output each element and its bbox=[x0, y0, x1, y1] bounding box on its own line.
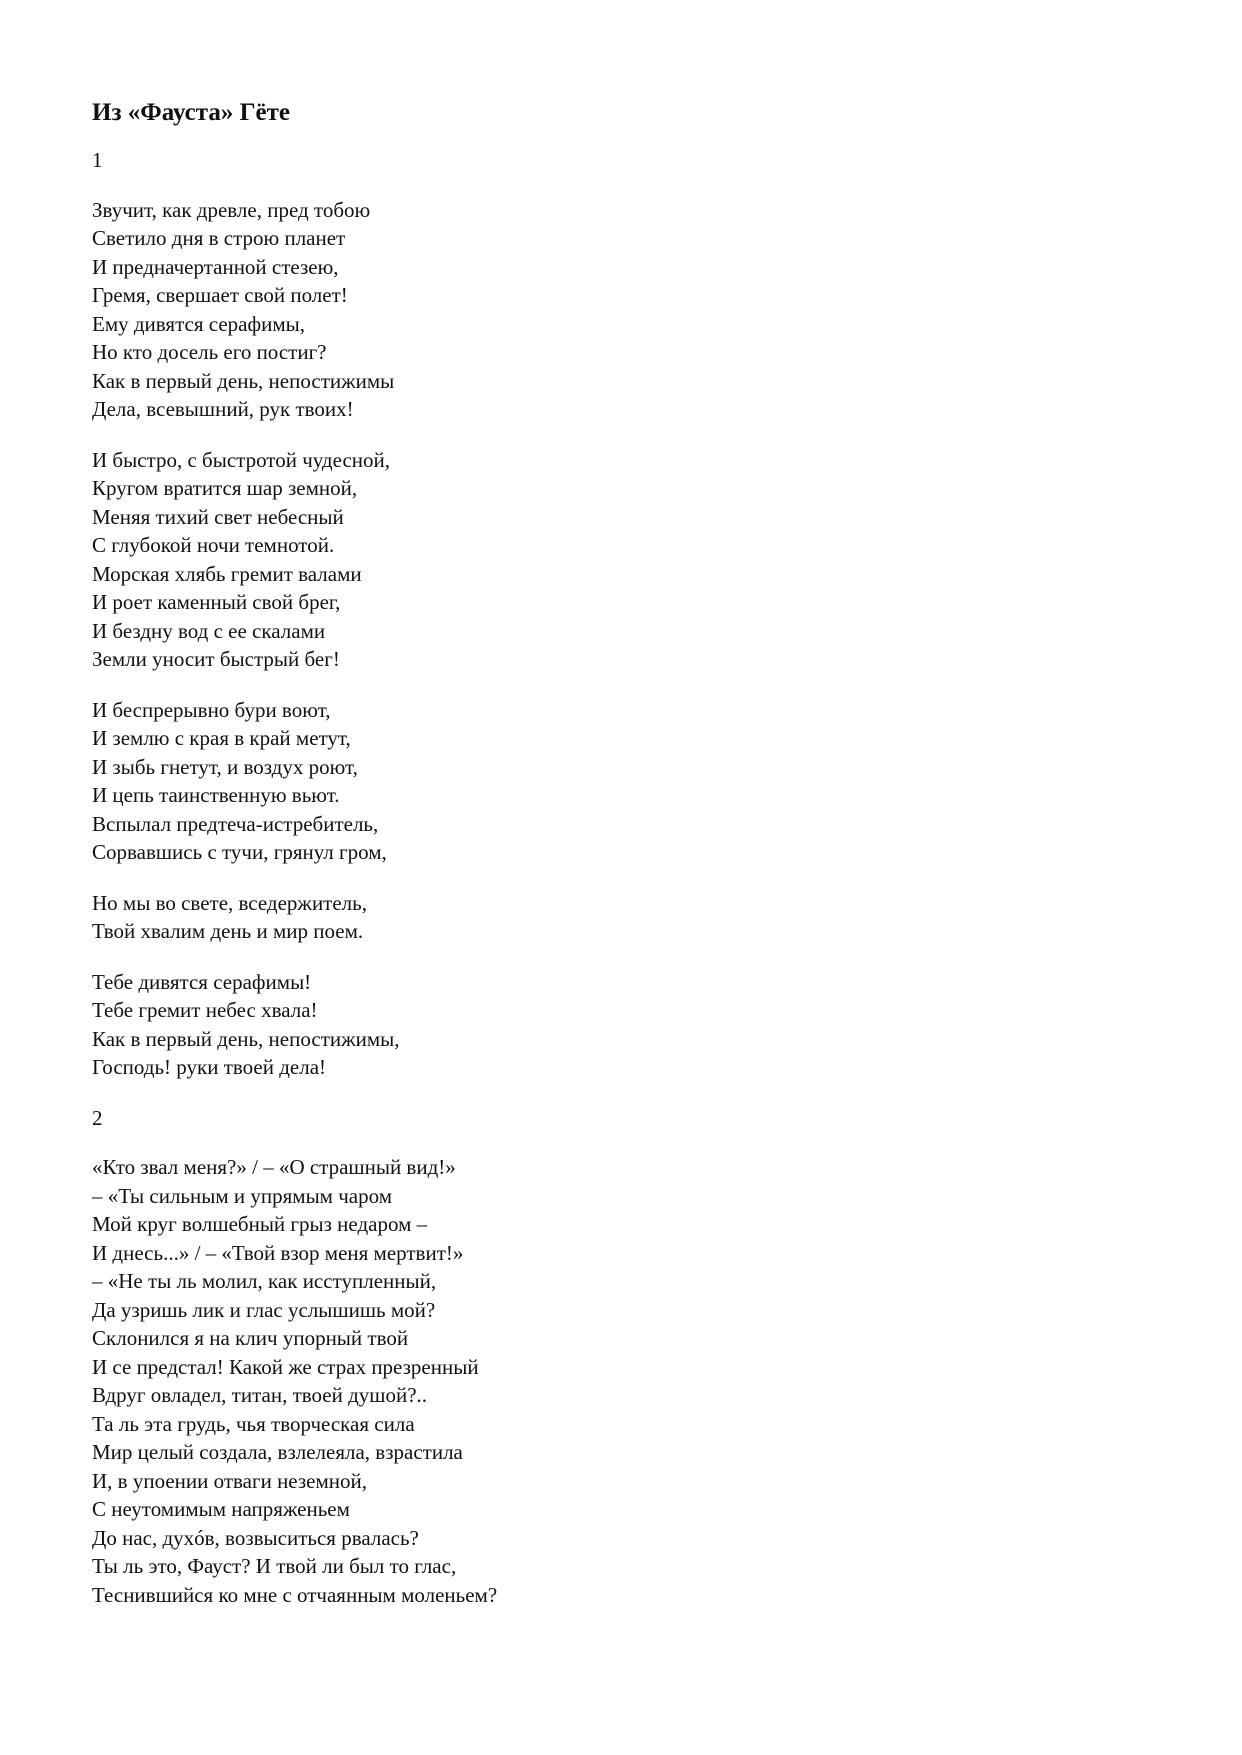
poem-line: Гремя, свершает свой полет! bbox=[92, 283, 348, 307]
poem-line: И зыбь гнетут, и воздух роют, bbox=[92, 754, 358, 779]
poem-line: И землю с края в край метут, bbox=[92, 726, 351, 750]
poem-line: И днесь...» / – «Твой взор меня мертвит!» bbox=[92, 1240, 464, 1265]
stanza bbox=[92, 889, 1152, 946]
poem-line: – «Ты сильным и упрямым чаром bbox=[92, 1183, 392, 1208]
stanza bbox=[92, 1153, 1152, 1609]
poem-line: Меняя тихий свет небесный bbox=[92, 504, 344, 529]
stanza bbox=[92, 196, 1152, 424]
poem-line: И цепь таинственную вьют. bbox=[92, 783, 340, 807]
poem-line: С неутомимым напряженьем bbox=[92, 1497, 350, 1521]
poem-line: И быстро, с быстротой чудесной, bbox=[92, 447, 391, 472]
stanza bbox=[92, 696, 1152, 867]
poem-line: Ты ль это, Фауст? И твой ли был то глас, bbox=[92, 1554, 457, 1578]
poem-line: Мир целый создала, взлелеяла, взрастила bbox=[92, 1440, 463, 1464]
poem-line: До нас, духóв, возвыситься рвалась? bbox=[92, 1525, 419, 1550]
poem-line: Но кто досель его постиг? bbox=[92, 340, 327, 364]
poem-line: И се предстал! Какой же страх презренный bbox=[92, 1354, 479, 1379]
section-number: 2 bbox=[92, 1105, 103, 1130]
poem-line: – «Не ты ль молил, как исступленный, bbox=[92, 1269, 437, 1293]
poem-line: «Кто звал меня?» / – «О страшный вид!» bbox=[92, 1155, 456, 1179]
poem-line: Да узришь лик и глас услышишь мой? bbox=[92, 1297, 436, 1322]
poem-line: И бездну вод с ее скалами bbox=[92, 618, 326, 643]
poem-line: Морская хлябь гремит валами bbox=[92, 561, 362, 586]
poem-line: Та ль эта грудь, чья творческая сила bbox=[92, 1411, 415, 1436]
poem-line: С глубокой ночи темнотой. bbox=[92, 533, 335, 557]
poem-line: Вдруг овладел, титан, твоей душой?.. bbox=[92, 1383, 428, 1407]
poem-line: Ему дивятся серафимы, bbox=[92, 311, 305, 336]
stanza bbox=[92, 446, 1152, 674]
poem-line: Звучит, как древле, пред тобою bbox=[92, 197, 371, 222]
poem-line: Сорвавшись с тучи, грянул гром, bbox=[92, 840, 387, 864]
poem-line: Твой хвалим день и мир поем. bbox=[92, 919, 364, 943]
poem-line: Кругом вратится шар земной, bbox=[92, 476, 358, 500]
poem-line: Но мы во свете, вседержитель, bbox=[92, 890, 367, 915]
poem-line: И беспрерывно бури воют, bbox=[92, 697, 331, 722]
poem-line: И, в упоении отваги неземной, bbox=[92, 1468, 368, 1493]
poem-line: Тебе дивятся серафимы! bbox=[92, 969, 312, 994]
section-number: 1 bbox=[92, 148, 103, 172]
document-page bbox=[92, 98, 1152, 1631]
poem-line: И роет каменный свой брег, bbox=[92, 590, 341, 614]
poem-line: Как в первый день, непостижимы bbox=[92, 368, 395, 393]
poem-line: И предначертанной стезею, bbox=[92, 254, 339, 279]
poem-line: Как в первый день, непостижимы, bbox=[92, 1026, 400, 1051]
poem-line: Склонился я на клич упорный твой bbox=[92, 1326, 409, 1350]
poem-line: Тебе гремит небес хвала! bbox=[92, 998, 318, 1022]
poem-line: Вспылал предтеча-истребитель, bbox=[92, 811, 379, 836]
poem-title: Из «Фауста» Гёте bbox=[92, 99, 290, 126]
poem-line: Теснившийся ко мне с отчаянным моленьем? bbox=[92, 1582, 498, 1607]
poem-line: Господь! руки твоей дела! bbox=[92, 1055, 327, 1079]
poem-line: Светило дня в строю планет bbox=[92, 226, 346, 250]
poem-line: Дела, всевышний, рук твоих! bbox=[92, 397, 354, 421]
stanza bbox=[92, 968, 1152, 1082]
poem-line: Мой круг волшебный грыз недаром – bbox=[92, 1212, 428, 1236]
poem-line: Земли уносит быстрый бег! bbox=[92, 647, 340, 671]
